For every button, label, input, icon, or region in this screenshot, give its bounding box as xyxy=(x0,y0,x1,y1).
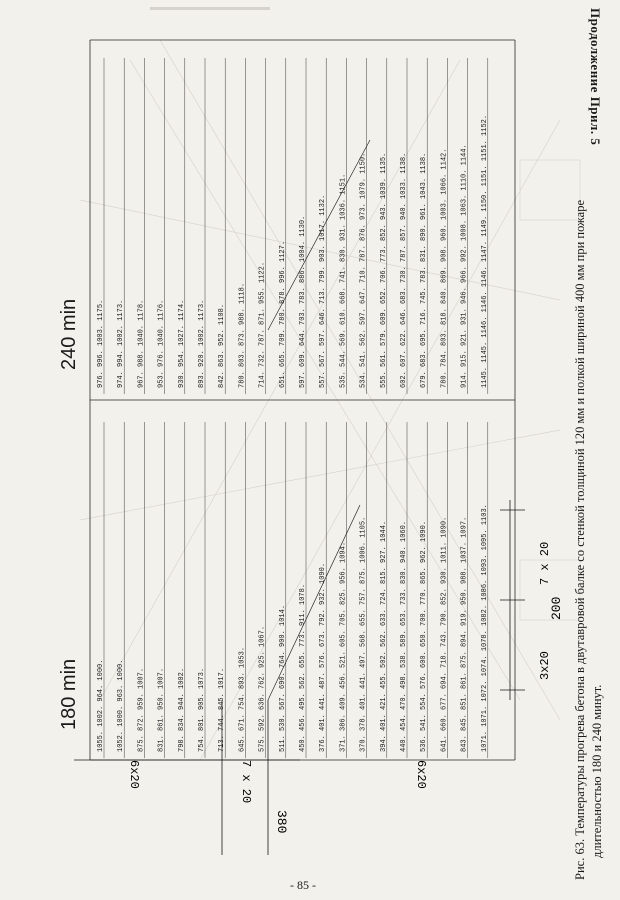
temperature-row: 557. 567. 597. 646. 713. 799. 903. 1017. 1132. xyxy=(319,194,328,388)
dim-overall: 380 xyxy=(274,810,289,834)
dim-left-top: 6x20 xyxy=(127,760,141,789)
dim-left-mid: 7 x 20 xyxy=(239,760,253,804)
temperature-row: 976. 996. 1003. 1175. xyxy=(97,299,105,388)
temperature-row: 831. 861. 950. 1007. xyxy=(157,667,166,752)
temperature-row: 602. 607. 622. 646. 683. 730. 787. 857. 940. 1033. 1138. xyxy=(400,152,408,388)
temperature-row: 754. 801. 905. 1073. xyxy=(198,667,206,752)
temperature-row: 575. 592. 636. 762. 925. 1067. xyxy=(258,625,267,752)
temperature-row: 1052. 1000. 963. 1000. xyxy=(117,659,126,752)
temperature-row: 535. 544. 569. 610. 668. 741. 830. 931. 1036. 1151. xyxy=(339,173,348,388)
temperature-rows-240 xyxy=(97,115,489,388)
temperature-row: 534. 541. 562. 597. 647. 710. 787. 876. 973. 1079. 1150. xyxy=(359,152,368,388)
temperature-row: 651. 665. 709. 780. 878. 996. 1127. xyxy=(278,240,287,388)
temperature-row: 645. 671. 754. 893. 1053. xyxy=(238,646,247,752)
temperature-row: 536. 541. 554. 576. 600. 650. 700. 770. 865. 962. 1090. xyxy=(420,520,429,752)
temperature-row: 780. 803. 873. 988. 1118. xyxy=(238,282,247,388)
figure-number: Рис. 63. xyxy=(573,838,587,880)
temperature-row: 798. 834. 944. 1002. xyxy=(177,667,186,752)
temperature-row: 930. 954. 1027. 1174. xyxy=(177,299,186,388)
temperature-row: 440. 454. 470. 498. 538. 589. 653. 733. 830. 940. 1060. xyxy=(400,520,408,752)
dim-bottom-right: 7 x 20 xyxy=(538,541,552,585)
temperature-row: 597. 609. 644. 703. 783. 886. 1004. 1130. xyxy=(299,215,307,388)
temperature-row: 714. 732. 787. 871. 955. 1122. xyxy=(258,261,267,388)
dim-left-bottom: 6x20 xyxy=(414,760,428,789)
temperature-row: 376. 401. 441. 487. 576. 673. 792. 932. 1090. xyxy=(319,562,328,752)
temperature-row: 1055. 1002. 964. 1000. xyxy=(97,659,105,752)
dim-bottom-left: 3x20 xyxy=(538,651,552,680)
temperature-row: 893. 920. 1002. 1173. xyxy=(198,299,206,388)
temperature-row: 780. 784. 803. 818. 840. 869. 908. 960. 1003. 1066. 1142. xyxy=(440,148,449,388)
temperature-row: 679. 683. 695. 716. 745. 783. 831. 890. 961. 1043. 1138. xyxy=(420,152,429,388)
temperature-row: 875. 872. 959. 1007. xyxy=(137,667,146,752)
temperature-row: 394. 401. 421. 455. 502. 562. 633. 724. 815. 927. 1044. xyxy=(379,520,388,752)
temperature-row: 1145. 1145. 1146. 1146. 1146. 1147. 1149. 1150. 1151. 1151. 1152. xyxy=(480,114,489,388)
temperature-rows-180 xyxy=(97,504,489,752)
temperature-row: 914. 915. 921. 931. 946. 966. 992. 1008. 1063. 1110. 1144. xyxy=(460,144,469,388)
caption-line-2: длительностью 180 и 240 минут. xyxy=(590,684,604,858)
temperature-row: 974. 994. 1002. 1173. xyxy=(117,299,126,388)
temperature-row: 953. 976. 1040. 1176. xyxy=(157,299,166,388)
running-header: Продолжение Прил. 5 xyxy=(588,8,603,146)
panel-title-180: 180 min xyxy=(58,658,80,730)
page-number: - 85 - xyxy=(290,878,316,892)
temperature-row: 371. 386. 409. 456. 521. 605. 705. 825. 956. 1094. xyxy=(339,541,348,752)
temperature-row: 511. 530. 567. 690. 764. 900. 1014. xyxy=(278,604,287,752)
temperature-row: 450. 456. 495. 562. 655. 773. 911. 1078. xyxy=(299,583,307,752)
temperature-row: 967. 988. 1040. 1178. xyxy=(137,299,146,388)
temperature-row: 842. 863. 952. 1108. xyxy=(218,303,227,388)
figure-caption xyxy=(572,200,606,880)
dim-bottom-overall: 200 xyxy=(549,596,564,620)
temperature-row: 370. 378. 401. 441. 497. 568. 655. 757. 875. 1006. 1105. xyxy=(359,516,368,752)
temperature-row: 713. 744. 845. 1017. xyxy=(218,667,227,752)
caption-line-1: Температуры прогрева бетона в двутавровой балке со стенкой толщиной 120 мм и полкой шириной 400 мм при пожаре xyxy=(573,200,587,836)
temperature-row: 843. 845. 851. 861. 875. 894. 919. 950. 988. 1037. 1097. xyxy=(460,516,469,752)
temperature-row: 555. 561. 579. 609. 652. 706. 773. 852. 943. 1039. 1135. xyxy=(379,152,388,388)
temperature-row: 641. 660. 677. 694. 718. 743. 790. 852. 930. 1011. 1090. xyxy=(440,516,449,752)
temperature-row: 1071. 1071. 1072. 1074. 1078. 1082. 1086. 1093. 1095. 1103. xyxy=(480,504,489,752)
bottom-dimension-chain xyxy=(500,500,525,700)
panel-title-240: 240 min xyxy=(58,298,80,370)
